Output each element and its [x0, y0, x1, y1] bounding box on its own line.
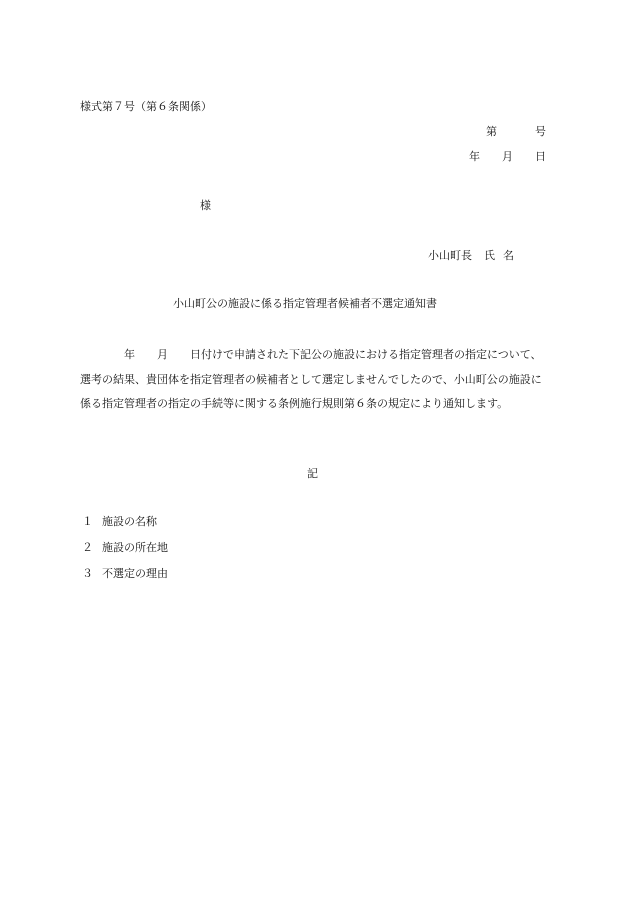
item-list [82, 515, 168, 593]
date-day: 日 [535, 150, 546, 163]
item-label: 施設の所在地 [102, 541, 168, 554]
addressee-honorific: 様 [200, 199, 211, 212]
item-number: ２ [82, 541, 93, 554]
sender-line [428, 249, 514, 262]
item-number: １ [82, 515, 93, 528]
item-label: 不選定の理由 [102, 567, 168, 580]
sender-mei: 名 [503, 249, 514, 262]
body-year: 年 [124, 348, 135, 361]
list-item [82, 567, 168, 593]
body-text: 日付けで申請された下記公の施設における指定管理者の指定について、選考の結果、貴団体を指定管理者の候補者として選定しませんでしたので、小山町公の施設に係る指定管理者の指定の手続等に関する条例施行規則第６条の規定により通知します。 [80, 348, 542, 410]
doc-number-suffix: 号 [535, 125, 546, 138]
date-line [469, 150, 546, 163]
body-month: 月 [157, 348, 168, 361]
form-number: 様式第７号（第６条関係） [80, 100, 212, 113]
list-item [82, 541, 168, 567]
ki-heading: 記 [307, 467, 318, 480]
document-title: 小山町公の施設に係る指定管理者候補者不選定通知書 [173, 297, 437, 310]
doc-number-prefix: 第 [486, 125, 497, 138]
list-item [82, 515, 168, 541]
sender-title: 小山町長 [428, 249, 472, 262]
date-year: 年 [469, 150, 480, 163]
date-month: 月 [502, 150, 513, 163]
body-paragraph [80, 343, 550, 417]
item-number: ３ [82, 567, 93, 580]
sender-shi: 氏 [484, 249, 495, 262]
item-label: 施設の名称 [102, 515, 157, 528]
document-number-line [486, 125, 546, 138]
